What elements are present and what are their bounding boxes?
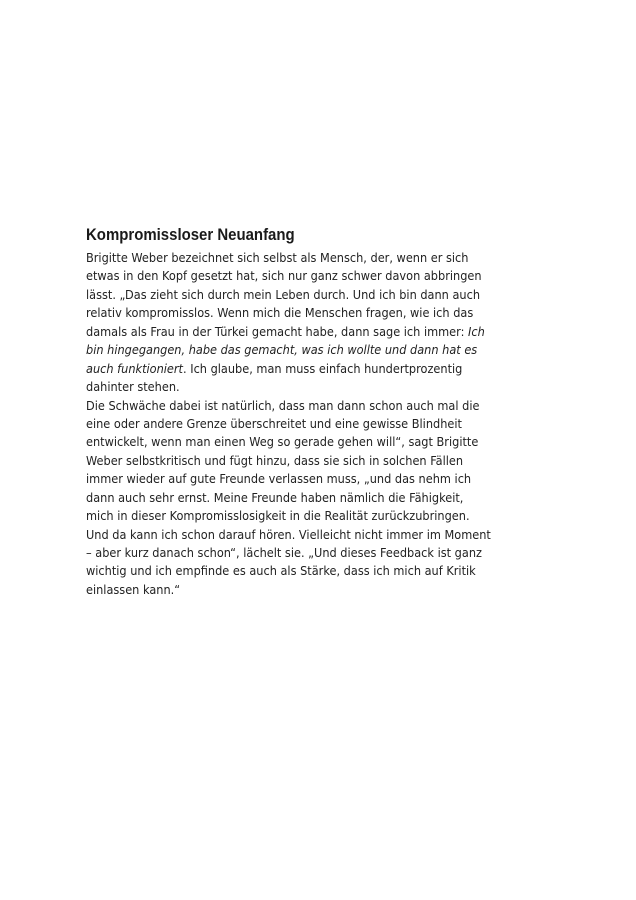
text-line (86, 397, 502, 415)
text-segment: Weber selbstkritisch und fügt hinzu, dass sie sich in solchen Fällen (86, 452, 464, 468)
text-segment: Und da kann ich schon darauf hören. Vielleicht nicht immer im Moment (86, 526, 491, 542)
text-segment: immer wieder auf gute Freunde verlassen muss, „und das nehm ich (86, 471, 472, 487)
article (86, 225, 548, 599)
text-segment: einlassen kann.“ (86, 581, 181, 597)
text-line (86, 581, 502, 599)
text-line (86, 526, 502, 544)
text-line (86, 415, 502, 433)
text-segment: . Ich glaube, man muss einfach hundertprozentig (183, 360, 463, 376)
text-segment: damals als Frau in der Türkei gemacht habe, dann sage ich immer: (86, 323, 469, 339)
text-line (86, 562, 502, 580)
text-segment: Die Schwäche dabei ist natürlich, dass man dann schon auch mal die (86, 397, 480, 413)
italic-text-segment: auch funktioniert (86, 360, 184, 376)
text-segment: lässt. „Das zieht sich durch mein Leben durch. Und ich bin dann auch (86, 286, 481, 302)
text-segment: – aber kurz danach schon“, lächelt sie. „Und dieses Feedback ist ganz (86, 545, 482, 560)
text-line (86, 304, 502, 322)
article-body (86, 249, 548, 599)
text-line (86, 341, 502, 359)
text-segment: dahinter stehen. (86, 379, 180, 395)
italic-text-segment: Ich (468, 323, 485, 339)
text-segment: entwickelt, wenn man einen Weg so gerade gehen will“, sagt Brigitte (86, 434, 479, 450)
text-segment: dann auch sehr ernst. Meine Freunde haben nämlich die Fähigkeit, (86, 489, 464, 505)
text-line (86, 378, 502, 396)
text-line (86, 267, 502, 285)
text-line (86, 323, 502, 341)
text-segment: mich in dieser Kompromisslosigkeit in die Realität zurückzubringen. (86, 508, 470, 524)
text-segment: relativ kompromisslos. Wenn mich die Menschen fragen, wie ich das (86, 305, 474, 321)
text-segment: eine oder andere Grenze überschreitet und eine gewisse Blindheit (86, 415, 462, 431)
text-segment: wichtig und ich empfinde es auch als Stärke, dass ich mich auf Kritik (86, 563, 476, 579)
text-line (86, 286, 502, 304)
article-heading: Kompromissloser Neuanfang (86, 225, 295, 244)
text-line (86, 544, 502, 562)
text-line (86, 507, 502, 525)
text-line (86, 249, 502, 267)
text-line (86, 452, 502, 470)
italic-text-segment: bin hingegangen, habe das gemacht, was ich wollte und dann hat es (86, 342, 478, 358)
text-segment: Brigitte Weber bezeichnet sich selbst als Mensch, der, wenn er sich (86, 250, 469, 265)
text-line (86, 489, 502, 507)
text-line (86, 470, 502, 488)
text-line (86, 360, 502, 378)
text-segment: etwas in den Kopf gesetzt hat, sich nur ganz schwer davon abbringen (86, 268, 482, 284)
text-line (86, 433, 502, 451)
